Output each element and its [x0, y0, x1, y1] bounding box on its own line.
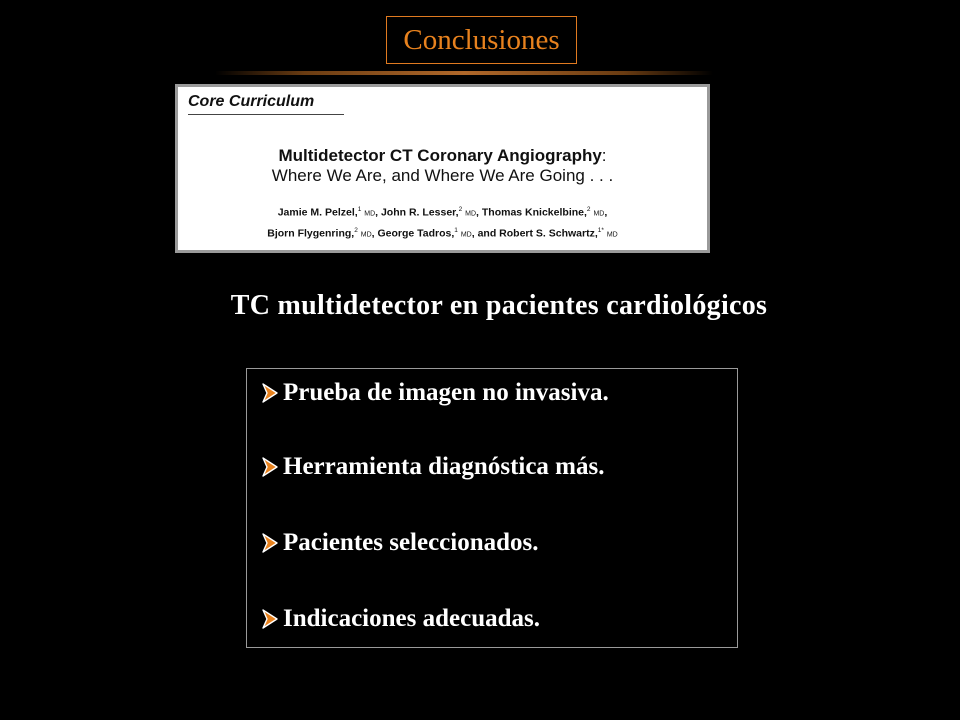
article-title	[178, 146, 707, 186]
author-affiliation: 2	[586, 206, 591, 213]
author-affiliation: 1	[357, 206, 362, 213]
arrow-bullet-icon	[260, 455, 280, 479]
arrow-bullet-icon	[260, 607, 280, 631]
slide-subtitle: TC multidetector en pacientes cardiológicos	[230, 290, 768, 321]
author-name: Jamie M. Pelzel,	[277, 206, 358, 219]
article-title-sub: Where We Are, and Where We Are Going . . .	[271, 166, 614, 185]
bullet-text: Indicaciones adecuadas.	[283, 605, 540, 632]
authors-line-1	[178, 202, 707, 223]
bullet-item	[260, 453, 604, 481]
bullet-text: Herramienta diagnóstica más.	[283, 453, 605, 480]
slide-title-text: Conclusiones	[403, 23, 560, 56]
authors-line-2	[178, 223, 707, 244]
arrow-bullet-icon	[260, 531, 280, 555]
author-separator: ,	[375, 206, 379, 219]
article-title-main: Multidetector CT Coronary Angiography	[278, 146, 602, 165]
author-degree: MD	[364, 210, 376, 218]
article-authors	[178, 202, 707, 243]
author-degree: MD	[465, 210, 477, 218]
slide-title	[386, 16, 577, 64]
article-section-label: Core Curriculum	[188, 93, 344, 115]
author-affiliation: 2	[354, 226, 358, 234]
author-separator: ,	[476, 206, 479, 219]
bullet-item	[260, 529, 539, 557]
author-affiliation: 1*	[597, 226, 604, 234]
article-excerpt-image	[175, 84, 710, 253]
bullet-text: Pacientes seleccionados.	[283, 529, 539, 556]
author-degree: MD	[460, 231, 472, 238]
author-degree: MD	[606, 231, 618, 238]
author-name: and Robert S. Schwartz,	[477, 227, 598, 239]
bullet-text: Prueba de imagen no invasiva.	[283, 379, 609, 406]
author-affiliation: 1	[454, 226, 458, 234]
bullet-list	[246, 368, 738, 648]
bullet-item	[260, 379, 609, 407]
arrow-bullet-icon	[260, 381, 280, 405]
author-degree: MD	[360, 231, 372, 238]
author-separator: ,	[371, 227, 375, 239]
author-separator: ,	[604, 206, 608, 219]
author-name: John R. Lesser,	[380, 206, 459, 219]
author-degree: MD	[593, 210, 605, 218]
article-title-colon: :	[601, 146, 607, 165]
author-separator: ,	[471, 227, 475, 239]
author-name: Thomas Knickelbine,	[481, 206, 587, 219]
title-divider	[215, 71, 713, 75]
author-affiliation: 2	[458, 206, 463, 213]
author-name: Bjorn Flygenring,	[267, 227, 355, 239]
bullet-item	[260, 605, 540, 633]
author-name: George Tadros,	[377, 227, 455, 239]
